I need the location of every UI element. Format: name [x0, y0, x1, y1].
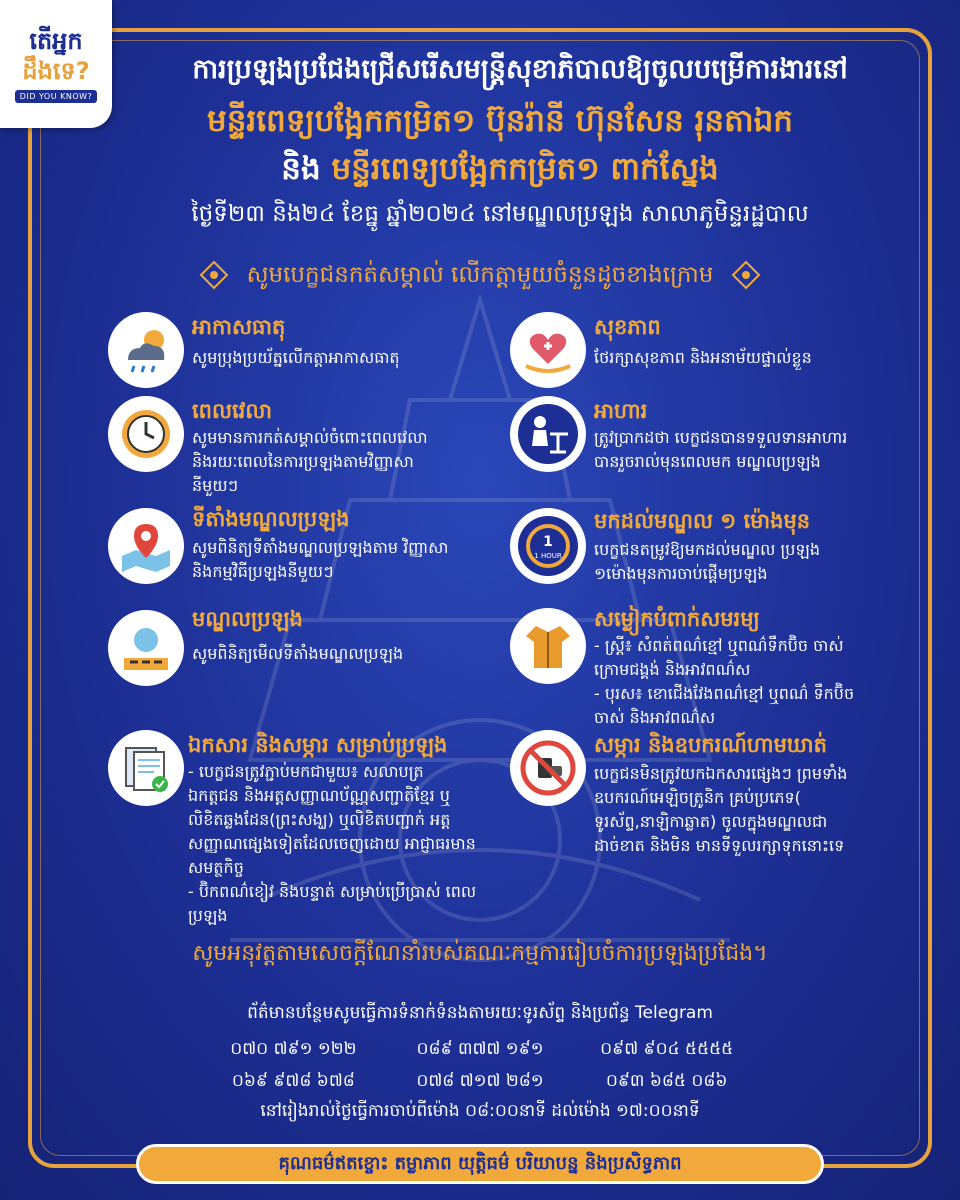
weather-icon — [108, 312, 184, 388]
one-hour-icon — [510, 508, 586, 584]
tip-title: សម្ភារ និងឧបករណ៍ហាមឃាត់ — [594, 733, 827, 757]
phone-number: ០៧០ ៧៩១ ១២២ — [230, 1039, 357, 1059]
title-line3-main: មន្ទីរពេទ្យបង្អែកកម្រិត១ ពាក់ស្នែង — [331, 151, 719, 187]
tip-title: សម្លៀកបំពាក់សមរម្យ — [594, 607, 760, 631]
notice-row — [180, 252, 780, 298]
title-line1: ការប្រឡងប្រជែងជ្រើសរើសមន្ត្រីសុខាភិបាលឱ្យចូលបម្រើការងារនៅ — [192, 54, 848, 85]
phone-number: ០៧៨ ៧១៧ ២៨១ — [416, 1071, 544, 1091]
health-heart-icon — [510, 312, 586, 388]
phone-number: ០៩៣ ៦៨៥ ០៨៦ — [605, 1071, 728, 1091]
tip-text: សូមពិនិត្យមើលទីតាំងមណ្ឌលប្រឡង — [192, 644, 404, 663]
contact-intro: ព័ត៌មានបន្ថែមសូមធ្វើការទំនាក់ទំនងតាមរយៈទូរស័ព្ទ និងប្រព័ន្ធ Telegram — [247, 1003, 713, 1023]
tip-text: បេក្ខជនមិនត្រូវយកឯកសារផ្សេងៗ ព្រមទាំងឧបករណ៍អេឡិចត្រូនិក គ្រប់ប្រភេទ( ទូរស័ព្ទ,នាឡិកាឆ្លាត) ចូលក្នុងមណ្ឌលជាដាច់ខាត និងមិន មានទីទួលរក្សាទុកនោះទេ — [594, 764, 848, 855]
ornament-right-icon — [731, 260, 761, 290]
logo-tagline: DID YOU KNOW? — [15, 90, 98, 103]
title-line3-prefix: និង — [281, 151, 321, 187]
ornament-left-icon — [199, 260, 229, 290]
date-line: ថ្ងៃទី២៣ និង២៤ ខែធ្នូ ឆ្នាំ២០២៤ នៅមណ្ឌលប្រឡង សាលាភូមិន្ទរដ្ឋបាល — [191, 201, 809, 227]
closing-message: សូមអនុវត្តតាមសេចក្តីណែនាំរបស់គណៈកម្មការរៀបចំការប្រឡងប្រជែង។ — [192, 941, 768, 966]
tip-text: - ស្ត្រី៖ សំពត់ពណ៌ខ្មៅ ឬពណ៌ទឹកប៊ិច ចាស់ក្រោមជង្គង់ និងអាវពណ៌ស - បុរស៖ ខោជើងវែងពណ៌ខ្មៅ ឬពណ៌ ទឹកប៊ិចចាស់ និងអាវពណ៌ស — [594, 636, 855, 727]
office-hours: នៅរៀងរាល់ថ្ងៃធ្វើការចាប់ពីម៉ោង ០៨:០០នាទី ដល់ម៉ោង ១៧:០០នាទី — [260, 1101, 700, 1121]
tip-text: - បេក្ខជនត្រូវភ្ជាប់មកជាមួយ៖ សលាបត្រ ឯកត្តជន និងអត្តសញ្ញាណប័ណ្ណសញ្ជាតិខ្មែរ ឬលិខិតឆ្លងដែន(ព្រះសង្ឃ) ឬលិខិតបញ្ជាក់ អត្តសញ្ញាណផ្សេងទៀតដែលចេញដោយ អាជ្ញាធរមានសមត្ថកិច្ច - ប៊ិកពណ៌ខៀវ និងបន្ទាត់ សម្រាប់ប្រើប្រាស់ ពេលប្រឡង — [188, 762, 477, 925]
notice-text: សូមបេក្ខជនកត់សម្គាល់ លើកត្តាមួយចំនួនដូចខាងក្រោម — [246, 262, 714, 288]
tip-title: មណ្ឌលប្រឡង — [192, 607, 303, 631]
values-banner-text: គុណធម៌ឥតខ្ចោះ តម្លាភាព យុត្តិធម៌ បរិយាបន្ន និងប្រសិទ្ធភាព — [278, 1153, 682, 1174]
prohibited-devices-icon — [510, 730, 586, 806]
tip-title: មកដល់មណ្ឌល ១ ម៉ោងមុន — [594, 509, 811, 533]
tip-text: ថែរក្សាសុខភាព និងអនាម័យផ្ទាល់ខ្លួន — [594, 348, 812, 367]
values-banner — [136, 1144, 824, 1184]
tip-text: សូមពិនិត្យទីតាំងមណ្ឌលប្រឡងតាម វិញ្ញាសា និងកម្មវិធីប្រឡងនីមួយៗ — [192, 538, 449, 581]
phone-number: ០៩៧ ៩០៤ ៥៥៥៥ — [600, 1039, 734, 1059]
svg-text:1: 1 — [543, 534, 553, 550]
food-icon — [510, 396, 586, 472]
tip-title: ពេលវេលា — [192, 399, 272, 423]
shirt-icon — [510, 608, 586, 684]
documents-icon — [108, 730, 184, 806]
tip-title: ឯកសារ និងសម្ភារ សម្រាប់ប្រឡង — [188, 733, 448, 757]
exam-center-icon — [108, 610, 184, 686]
clock-icon — [108, 396, 184, 472]
tip-text: សូមប្រុងប្រយ័ត្នលើកត្តាអាកាសធាតុ — [192, 348, 400, 367]
tip-title: សុខភាព — [594, 315, 661, 339]
title-line3 — [120, 146, 880, 192]
tip-text: ត្រូវប្រាកដថា បេក្ខជនបានទទួលទានអាហារ បានរួចរាល់មុនពេលមក មណ្ឌលប្រឡង — [594, 428, 848, 471]
tip-text: បេក្ខជនតម្រូវឱ្យមកដល់មណ្ឌល ប្រឡង ១ម៉ោងមុនការចាប់ផ្តើមប្រឡង — [594, 540, 821, 583]
title-line2: មន្ទីរពេទ្យបង្អែកកម្រិត១ ប៊ុនរ៉ានី ហ៊ុនសែន រុនតាឯក — [207, 103, 793, 139]
logo-line2: ដឹងទេ? — [22, 56, 90, 85]
tip-title: ទីតាំងមណ្ឌលប្រឡង — [192, 507, 350, 531]
tip-title: អាហារ — [594, 399, 648, 423]
phone-list — [200, 1036, 760, 1094]
logo-line1: តើអ្នក — [29, 26, 83, 55]
tip-text: សូមមានការកត់សម្គាល់ចំពោះពេលវេលា និងរយៈពេលនៃការប្រឡងតាមវិញ្ញាសា នីមួយៗ — [192, 428, 428, 495]
phone-number: ០៨៩ ៣៧៧ ១៩១ — [416, 1039, 544, 1059]
phone-number: ០៦៩ ៩៧៨ ៦៧៨ — [231, 1071, 355, 1091]
map-pin-icon — [108, 508, 184, 584]
tip-title: អាកាសធាតុ — [192, 315, 286, 339]
one-hour-label: 1 HOUR — [534, 552, 562, 560]
did-you-know-logo — [0, 0, 112, 128]
